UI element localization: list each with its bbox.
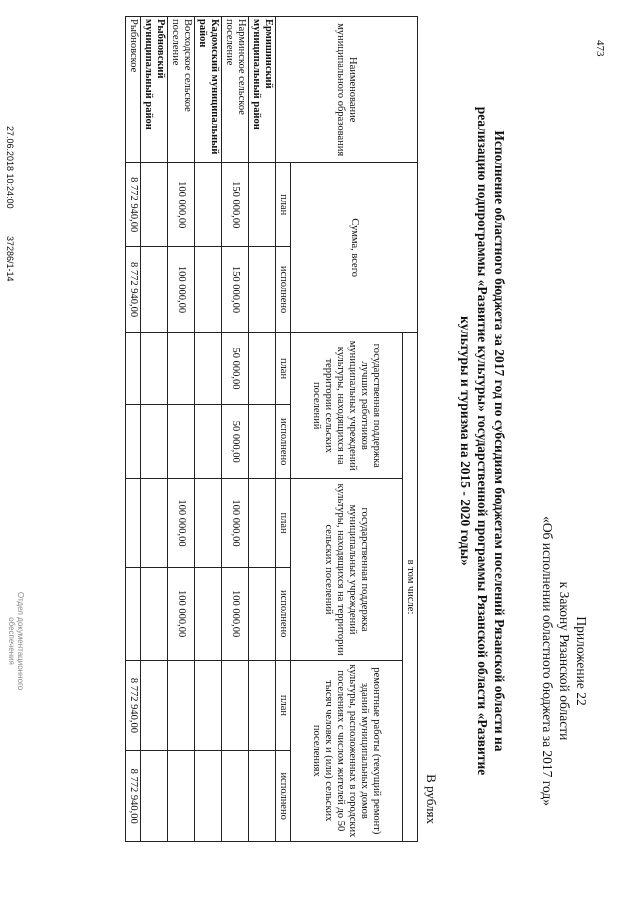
row-value — [195, 405, 222, 479]
row-value — [168, 405, 195, 479]
header-executed: исполнено — [276, 405, 291, 479]
row-value: 8 772 940,00 — [126, 163, 141, 247]
row-name: Рыбновское — [126, 17, 141, 163]
row-value — [168, 333, 195, 405]
row-value — [222, 751, 249, 842]
rotated-document-content — [0, 16, 590, 846]
row-value — [141, 247, 168, 333]
row-value: 50 000,00 — [222, 333, 249, 405]
row-value — [126, 405, 141, 479]
stamp-line-1: Отдел документационного — [16, 591, 25, 691]
page-number: 473 — [594, 40, 606, 57]
row-value: 100 000,00 — [168, 163, 195, 247]
row-value: 8 772 940,00 — [126, 660, 141, 751]
row-value — [168, 660, 195, 751]
title-line-3: культуры и туризма на 2015 - 2020 годы» — [458, 316, 473, 566]
row-value — [222, 660, 249, 751]
table-row — [126, 17, 141, 842]
row-name: Кадомский муниципальный район — [195, 17, 222, 163]
stamp-line-2: обеспечения — [7, 617, 16, 665]
header-plan: план — [276, 660, 291, 751]
header-col-repair: ремонтные работы (текущий ремонт) зданий муниципальных домов культуры, расположенных в городских поселениях с числом жителей до 50 тысяч человек и (или) сельских поселениях — [291, 660, 403, 841]
row-value — [249, 405, 276, 479]
appendix-line-2: к Закону Рязанской области — [557, 581, 572, 741]
row-name: Рыбновский муниципальный район — [141, 17, 168, 163]
row-value: 150 000,00 — [222, 163, 249, 247]
row-value — [195, 567, 222, 660]
row-value — [249, 333, 276, 405]
table-row — [222, 17, 249, 842]
row-value — [249, 567, 276, 660]
row-value — [195, 163, 222, 247]
document-title — [457, 56, 508, 826]
row-value: 8 772 940,00 — [126, 247, 141, 333]
table-row — [168, 17, 195, 842]
row-value — [168, 751, 195, 842]
row-value — [249, 247, 276, 333]
row-value — [141, 333, 168, 405]
row-value — [195, 751, 222, 842]
row-value — [249, 660, 276, 751]
budget-table — [125, 16, 418, 842]
row-value — [249, 163, 276, 247]
header-executed: исполнено — [276, 751, 291, 842]
row-value — [141, 479, 168, 567]
row-value — [195, 479, 222, 567]
row-value — [249, 479, 276, 567]
header-name: Наименование муниципального образования — [276, 17, 418, 163]
row-value — [141, 405, 168, 479]
row-value: 100 000,00 — [222, 479, 249, 567]
title-line-1: Исполнение областного бюджета за 2017 год по субсидиям бюджетам поселений Рязанской области на — [492, 130, 507, 752]
table-row — [141, 17, 168, 842]
header-plan: план — [276, 479, 291, 567]
row-value: 100 000,00 — [168, 567, 195, 660]
department-stamp — [7, 576, 25, 706]
row-value — [195, 247, 222, 333]
row-value — [141, 660, 168, 751]
row-value: 100 000,00 — [222, 567, 249, 660]
row-name: Нарминское сельское поселение — [222, 17, 249, 163]
footer-code: 37286/1-14 — [5, 236, 15, 282]
title-line-2: реализацию подпрограммы «Развитие культуры» государственной программы Рязанской области «Развитие — [475, 106, 490, 776]
row-value — [141, 567, 168, 660]
row-value — [141, 751, 168, 842]
header-executed: исполнено — [276, 567, 291, 660]
table-body — [126, 17, 276, 842]
footer-datetime: 27.06.2018 10:24:00 — [5, 126, 15, 209]
row-value — [126, 567, 141, 660]
row-value — [141, 163, 168, 247]
row-value: 50 000,00 — [222, 405, 249, 479]
row-value — [195, 660, 222, 751]
units-label: В рублях — [424, 774, 439, 824]
header-executed: исполнено — [276, 247, 291, 333]
header-plan: план — [276, 163, 291, 247]
table-row — [195, 17, 222, 842]
appendix-header — [539, 516, 590, 806]
header-sum-total: Сумма, всего — [291, 163, 418, 333]
appendix-line-3: «Об исполнении областного бюджета за 2017 год» — [540, 516, 555, 806]
header-col-state-support: государственная поддержка муниципальных учреждений культуры, находящихся на территории сельских поселений — [291, 479, 403, 660]
row-value: 100 000,00 — [168, 479, 195, 567]
row-value — [249, 751, 276, 842]
appendix-line-1: Приложение 22 — [574, 616, 589, 706]
header-plan: план — [276, 333, 291, 405]
header-including: в том числе: — [403, 333, 418, 842]
row-value — [126, 333, 141, 405]
row-name: Восходское сельское поселение — [168, 17, 195, 163]
row-value — [126, 479, 141, 567]
row-value: 8 772 940,00 — [126, 751, 141, 842]
header-col-support: государственная поддержка лучших работников муниципальных учреждений культуры, находящихся на территории сельских поселений — [291, 333, 403, 479]
row-name: Ермишинский муниципальный район — [249, 17, 276, 163]
table-row — [249, 17, 276, 842]
row-value: 100 000,00 — [168, 247, 195, 333]
row-value — [195, 333, 222, 405]
row-value: 150 000,00 — [222, 247, 249, 333]
